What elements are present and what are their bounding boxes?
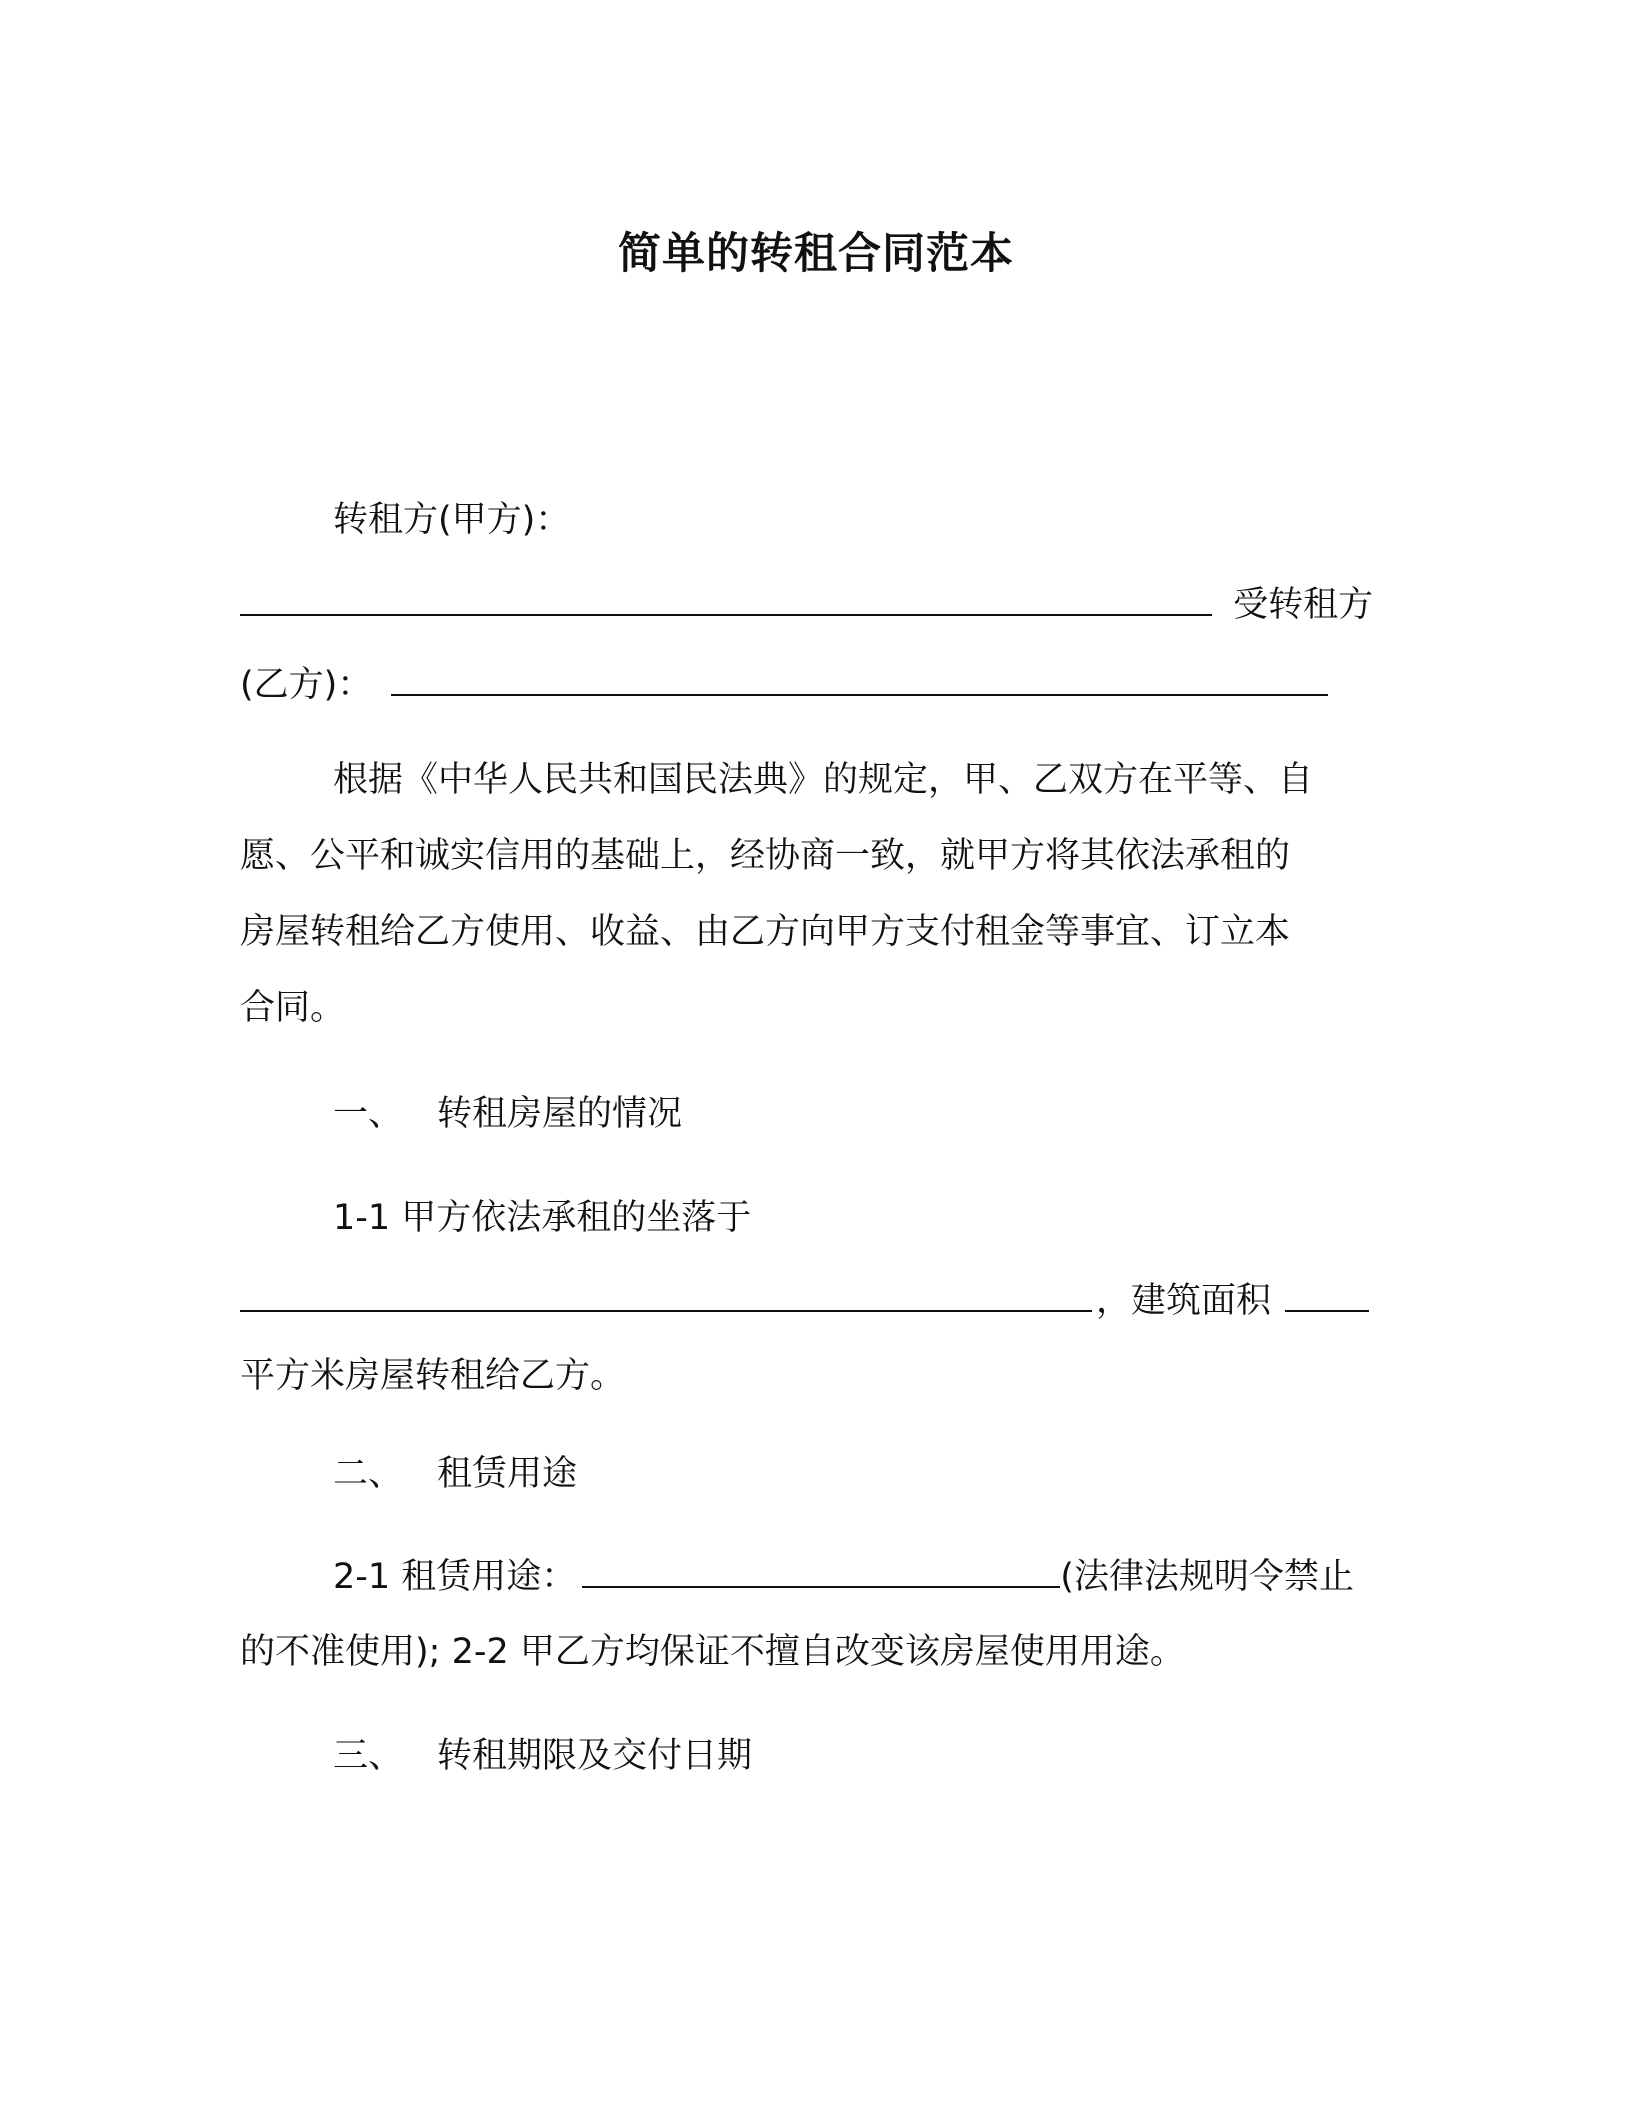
area-blank	[1285, 1276, 1369, 1312]
party-a-blank-row	[240, 580, 1373, 629]
party-b-row	[240, 660, 1328, 709]
section-1-number: 一、	[333, 1094, 404, 1134]
property-address-blank	[240, 1276, 1092, 1312]
clause-2-1-label: 2-1 租赁用途：	[333, 1557, 577, 1597]
preamble-line-2: 愿、公平和诚实信用的基础上，经协商一致，就甲方将其依法承租的	[240, 836, 1291, 876]
party-b-label-part2: (乙方)：	[240, 665, 373, 705]
preamble-line-3: 房屋转租给乙方使用、收益、由乙方向甲方支付租金等事宜、订立本	[240, 912, 1291, 952]
section-2-heading	[333, 1450, 577, 1498]
party-b-name-blank	[391, 660, 1328, 696]
area-label: ，建筑面积	[1096, 1281, 1272, 1321]
clause-2-1-line-1	[333, 1552, 1354, 1601]
party-a-name-blank	[240, 580, 1212, 616]
party-a-label: 转租方(甲方)：	[333, 500, 571, 540]
lease-purpose-blank	[582, 1552, 1060, 1588]
section-1-heading	[333, 1090, 682, 1138]
preamble-line-1: 根据《中华人民共和国民法典》的规定，甲、乙双方在平等、自	[333, 760, 1314, 800]
clause-1-1-line-1: 1-1 甲方依法承租的坐落于	[333, 1198, 752, 1238]
party-b-label-part1: 受转租方	[1233, 585, 1374, 625]
clause-1-1-line-2	[240, 1276, 1369, 1325]
section-3-heading	[333, 1732, 752, 1780]
preamble-line-4: 合同。	[240, 988, 346, 1028]
clause-1-1-line-3: 平方米房屋转租给乙方。	[240, 1356, 626, 1396]
document-title: 简单的转租合同范本	[618, 229, 1014, 279]
section-3-number: 三、	[333, 1736, 404, 1776]
section-2-number: 二、	[333, 1454, 404, 1494]
section-2-title: 租赁用途	[437, 1454, 578, 1494]
section-1-title: 转租房屋的情况	[437, 1094, 683, 1134]
clause-2-1-note: (法律法规明令禁止	[1060, 1557, 1354, 1597]
section-3-title: 转租期限及交付日期	[437, 1736, 753, 1776]
clause-2-1-line-2: 的不准使用); 2-2 甲乙方均保证不擅自改变该房屋使用用途。	[240, 1632, 1185, 1672]
